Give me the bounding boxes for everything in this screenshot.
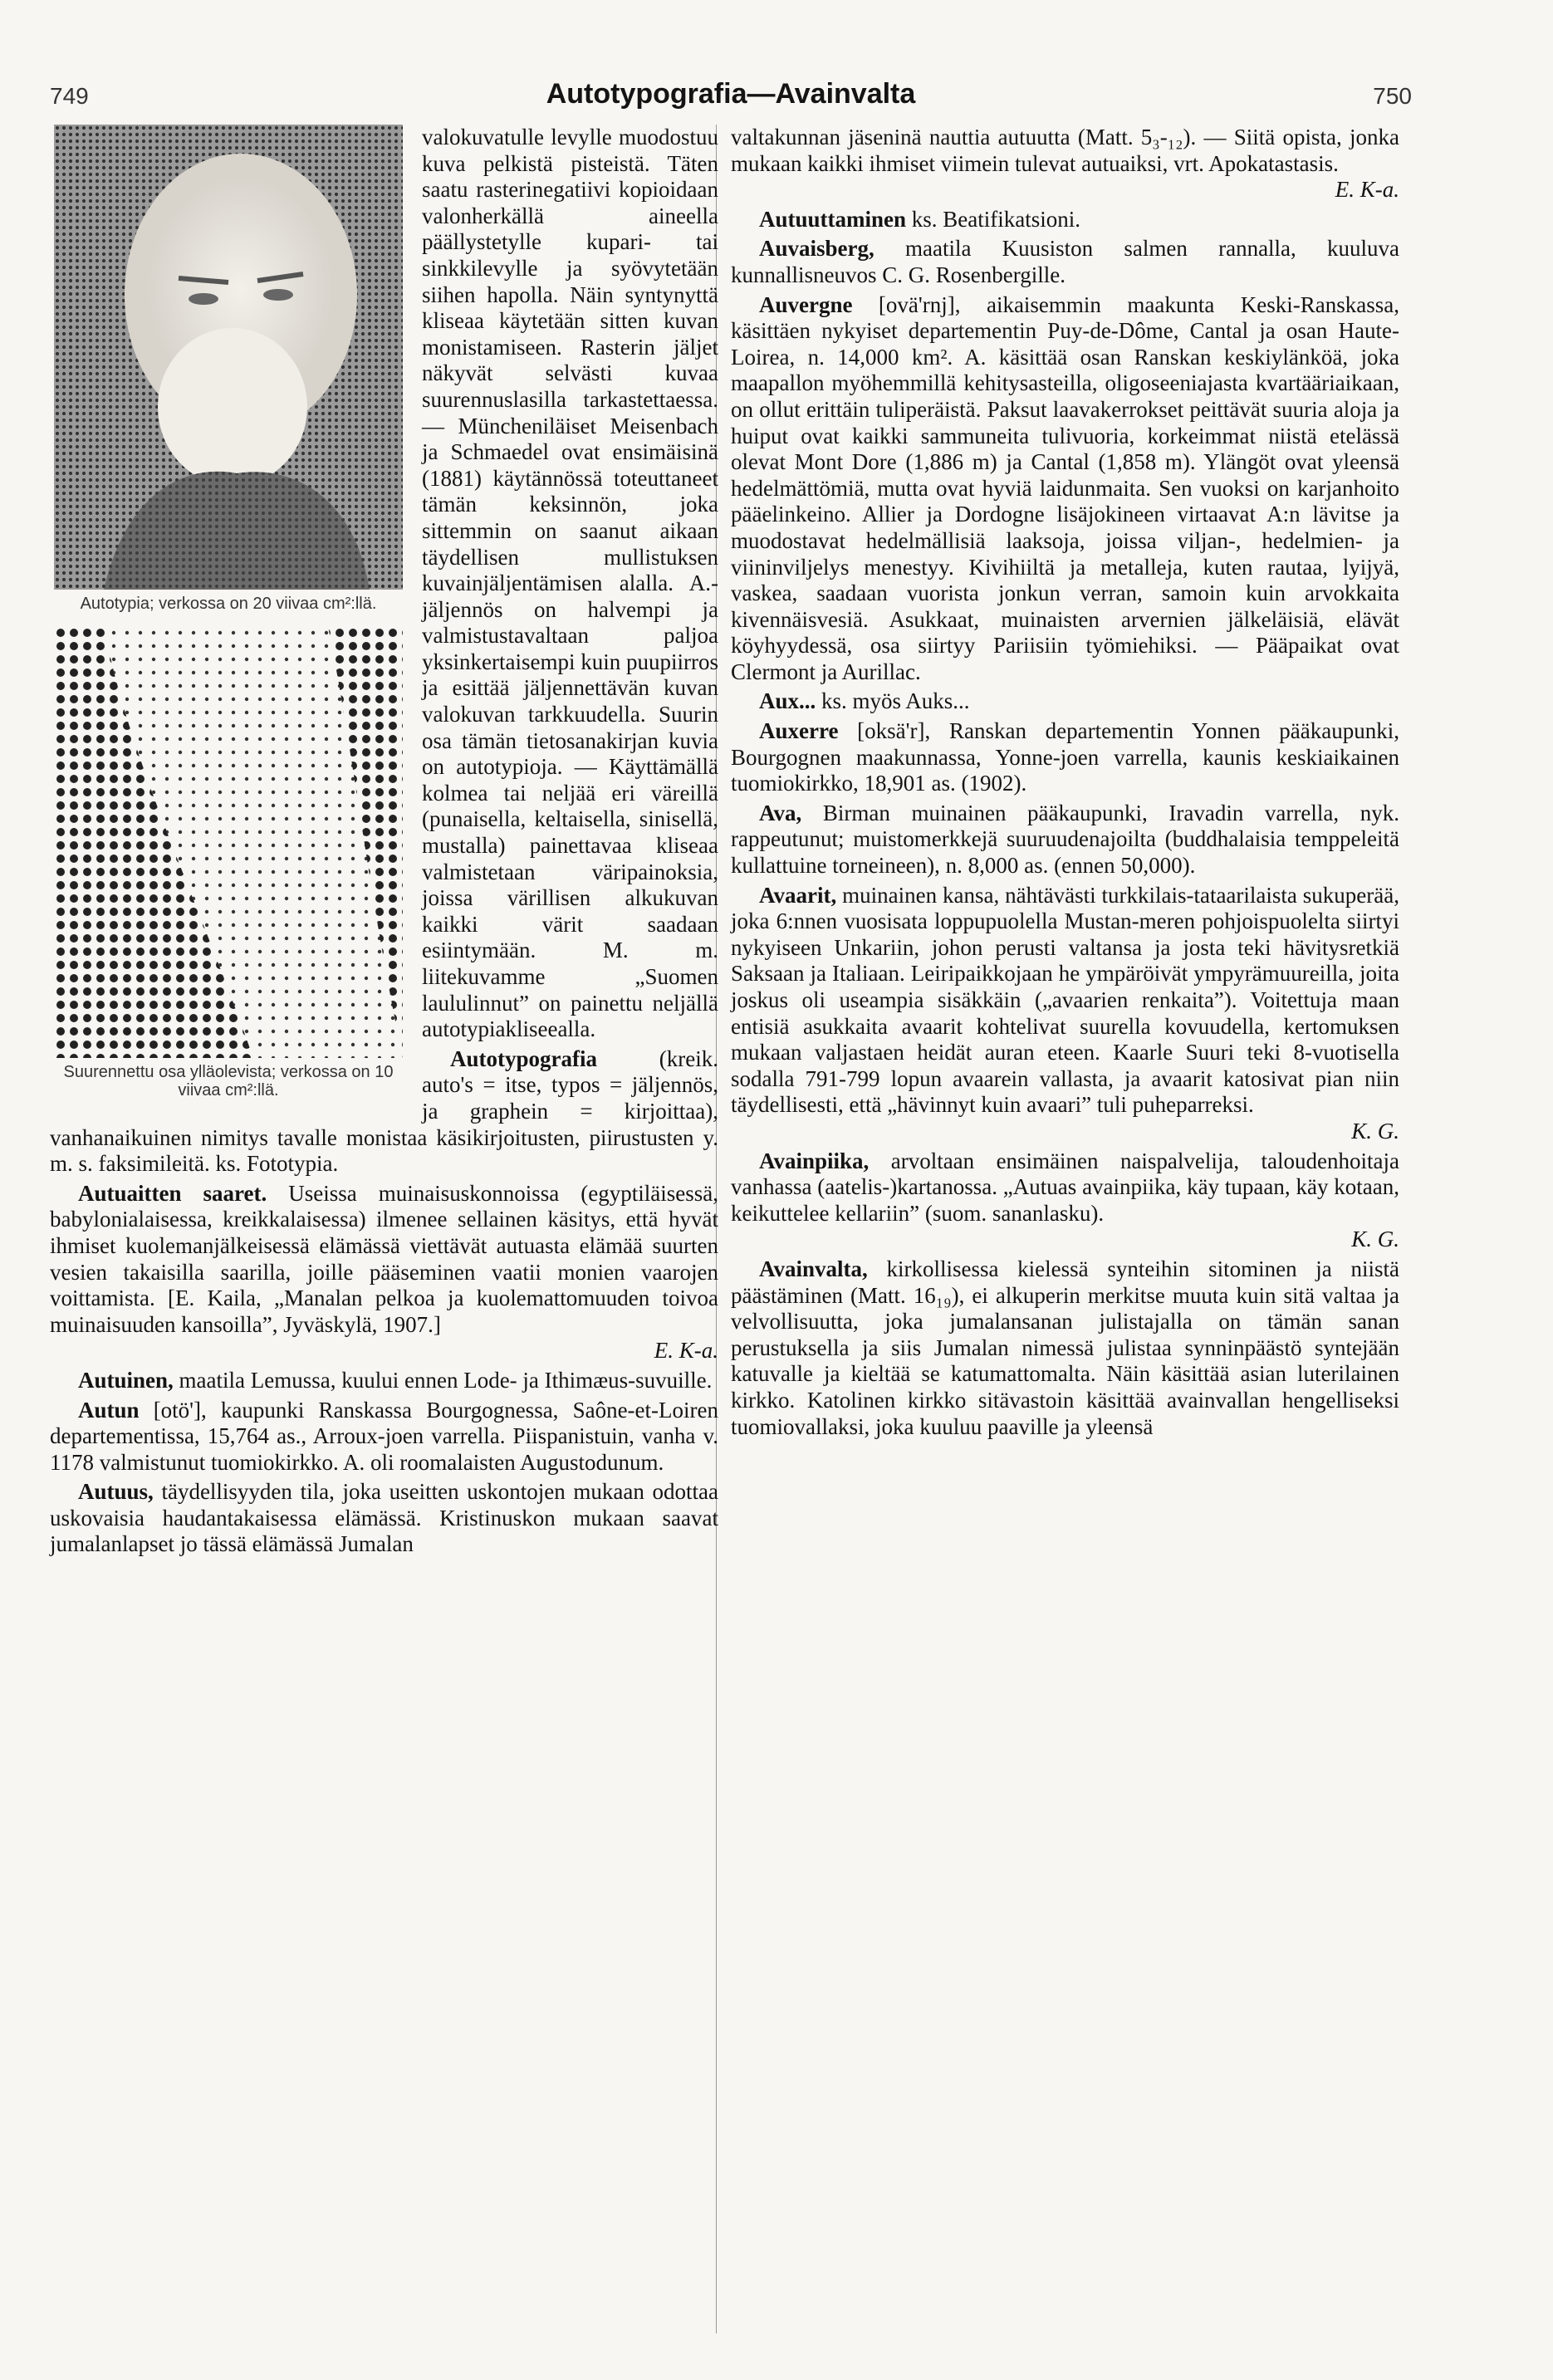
entry-headword: Autuaitten saaret. [78,1180,267,1206]
entry-headword: Auvergne [759,291,853,317]
entry [731,801,1399,879]
author-signature: E. K-a. [1335,177,1399,203]
entry-text: Birman muinainen pääkaupunki, Iravadin varrella, nyk. rappeutunut; muistomerkkejä suuruudenajoilta (buddhalaisia temppeleitä kullattuine torneineen), n. 8,000 as. (ennen 50,000). [731,800,1399,879]
entry [731,292,1399,686]
entry-headword: Autuinen, [78,1367,174,1393]
entry-text: muinainen kansa, nähtävästi turkkilais-tataarilaista sukuperää, joka 6:nnen vuosisata loppupuolella Mustan-meren pohjoispuolelta siirtyi nykyiseen Unkariin, johon perusti valtansa ja josta teki hävitysretkiä Saksaan ja Italiaan. Leiripaikkojaan he ympäröivät ympyrämuureilla, joita joskus oli useampia sisäkkäin („avaarien renkaita”). Voitettuja maan entisiä asukkaita avaarit kohtelivat suurella kovuudella, kertomuksen mukaan valjastaen heidät auran eteen. Kaarle Suuri teki 8-vuotisella sodalla 791-799 lopun avaarein vallasta, ja avaarit katosivat pian niin täydellisesti, että „hävinnyt kuin avaari” tuli puheparreksi. [731,882,1399,1118]
enlarged-halftone-detail [54,626,403,1058]
entry-text: (kreik. auto's = itse, typos = jäljennös, ja graphein = kirjoittaa), vanhanaikuinen nimitys tavalle monistaa käsikirjoitusten, piirustusten y. m. s. faksimileitä. ks. Fototypia. [50,1046,718,1177]
entry [731,1148,1399,1253]
running-title: Autotypografia—Avainvalta [546,78,916,110]
entry-headword: Autotypografia [450,1046,597,1071]
entry [731,718,1399,797]
entry-text: täydellisyyden tila, joka useitten uskontojen mukaan odottaa uskovaisia haudantakaisessa elämässä. Kristinuskon mukaan saavat jumalanlapset jo tässä elämässä Jumalan [50,1479,718,1557]
figure-caption: Autotypia; verkossa on 20 viivaa cm²:llä. [80,595,377,613]
entry [50,1181,718,1364]
author-signature: K. G. [1351,1118,1399,1143]
entry [731,883,1399,1145]
entry-headword: Aux... [759,688,816,714]
author-signature: K. G. [1351,1227,1399,1252]
entry-headword: Auvaisberg, [759,236,874,262]
entry [50,1368,718,1394]
author-signature: E. K-a. [654,1338,718,1364]
figure-caption: Suurennettu osa ylläolevista; verkossa on 10 viivaa cm²:llä. [63,1063,394,1099]
right-column [731,125,1399,1443]
page-number-left: 749 [50,83,89,109]
continued-paragraph: valokuvatulle levylle muodostuu kuva pelkistä pisteistä. Täten saatu rasterinegatiivi kopioidaan valonherkällä aineella päällystetylle kupari- tai sinkkilevylle ja syövytetään siihen hapolla. Näin syntynyttä kliseaa käytetään sitten kuvan monistamiseen. Rasterin jäljet näkyvät selvästi kuvaa suurennuslasilla tarkastettaessa. — Müncheniläiset Meisenbach ja Schmaedel ovat ensimäisinä (1881) käytännössä toteuttaneet tämän keksinnön, joka sittemmin on saanut aikaan täydellisen mullistuksen kuvainjäljentämisen alalla. A.-jäljennös on halvempi ja valmistustavaltaan paljoa yksinkertaisempi kuin puupiirros ja esittää jäljennettävän kuvan valokuvan tarkkuudella. Suurin osa tämän tietosanakirjan kuvia on autotypioja. — Käyttämällä kolmea tai neljää eri väreillä (punaisella, keltaisella, sinisellä, mustalla) painettavaa kliseaa valmistetaan väripainoksia, joissa värillisen alkukuvan kaikki värit saadaan esiintymään. M. m. liitekuvamme „Suomen laululinnut” on painettu neljällä autotypiakliseealla. [422,125,718,1042]
entry-text: maatila Kuusiston salmen rannalla, kuuluva kunnallisneuvos C. G. Rosenbergille. [731,236,1399,287]
entry-headword: Autuus, [78,1479,154,1505]
entry-text: [otö'], kaupunki Ranskassa Bourgognessa, Saône-et-Loiren departementissa, 15,764 as., Arroux-joen varrella. Piispanistuin, vanha v. 1178 valmistunut tuomiokirkko. A. oli roomalaisten Augustodunum. [50,1397,718,1475]
entry-text: valtakunnan jäseninä nauttia autuutta (Matt. 5₃-₁₂). — Siitä opista, jonka mukaan kaikki ihmiset viimein tulevat autuaiksi, vrt. Apokatastasis. [731,125,1399,176]
entry [731,688,1399,715]
entry-text: [ovä'rnj], aikaisemmin maakunta Keski-Ranskassa, käsittäen nykyiset departementin Puy-de-Dôme, Cantal ja osan Haute-Loirea, n. 14,000 km². A. käsittää osan Ranskan keskiylänköä, joka maapallon myöhemmillä kehitysasteilla, oligoseeniajasta kvartääriaikaan, on ollut erittäin tuliperäistä. Paksut laavakerrokset peittävät suuria aloja ja huiput ovat kaikki sammuneita tulivuoria, korkeimmat niistä etelässä olevat Mont Dore (1,886 m) ja Cantal (1,858 m). Ylängöt ovat yleensä hedelmättömiä, mutta ovat hyviä laidunmaita. Sen vuoksi on karjanhoito pääelinkeino. Allier ja Dordogne lisäjokineen virtaavat A:n lävitse ja muodostavat hedelmällisiä laaksoja, joissa viljan-, hedelmien- ja viininviljelys menestyy. Kivihiiltä ja metalleja, kuten rautaa, lyijyä, vaskea, saadaan vuorista jonkun verran, samoin kuin arvokkaita kivennäisvesiä. Asukkaat, muinaisten arvernien jälkeläisiä, elävät köyhyydessä, osa siirtyy Pariisiin työmiehiksi. — Pääpaikat ovat Clermont ja Aurillac. [731,291,1399,684]
entry [731,236,1399,288]
entry-headword: Avainpiika, [759,1148,870,1173]
entry-headword: Avaarit, [759,882,837,908]
left-column [50,125,718,1561]
entry [731,207,1399,233]
page-header [50,75,1412,116]
figure-block [50,125,407,1113]
entry-text: [oksä'r], Ranskan departementin Yonnen pääkaupunki, Bourgognen maakunnassa, Yonne-joen varrella, kaunis keskiaikainen tuomiokirkko, 18,901 as. (1902). [731,718,1399,796]
entry-text: ks. myös Auks... [816,688,970,714]
entry-text: Useissa muinaisuskonnoissa (egyptiläisessä, babylonialaisessa, kreikkalaisessa) ilmenee sellainen käsitys, että hyvät ihmiset kuolemanjälkeisessä elämässä viettävät autuasta elämää suurten vesien takaisilla saarilla, joille pääseminen vaatii monien vaarojen voittamista. [E. Kaila, „Manalan pelkoa ja kuolemattomuuden toivoa muinaisuuden kansoilla”, Jyväskylä, 1907.] [50,1180,718,1337]
entry-headword: Ava, [759,800,802,825]
entry-text: ks. Beatifikatsioni. [906,206,1081,232]
page-number-right: 750 [1373,83,1412,109]
entry-text: maatila Lemussa, kuului ennen Lode- ja Ithimæus-suvuille. [173,1367,713,1393]
entry-text: arvoltaan ensimäinen naispalvelija, taloudenhoitaja vanhassa (aatelis-)kartanossa. „Autuas avainpiika, käy tupaan, käy kotaan, keikuttelee kellariin” (suom. sananlasku). [731,1148,1399,1226]
entry-text: kirkollisessa kielessä synteihin sitominen ja niistä päästäminen (Matt. 16₁₉), ei alkuperin merkitse muuta kuin sitä valtaa ja velvollisuutta, joka jumalansanan julistajalla on tämän sanan perustuksella ja siis Jumalan nimessä julistaa synninpäästö syntejään katuvalle ja kieltää se katumattomalta. Näin käsittää asian luterilainen kirkko. Katolinen kirkko sitävastoin käsittää avainvallan hengelliseksi tuomiovallaksi, joka kuuluu paaville ja yleensä [731,1256,1399,1439]
entry-headword: Auxerre [759,718,839,744]
entry [731,1256,1399,1440]
entry-headword: Autun [78,1397,140,1423]
entry-headword: Avainvalta, [759,1256,868,1281]
continued-paragraph [731,125,1399,203]
entry [50,1479,718,1558]
portrait-photo-autotype [54,125,403,590]
entry-headword: Autuuttaminen [759,206,907,232]
entry [50,1398,718,1476]
